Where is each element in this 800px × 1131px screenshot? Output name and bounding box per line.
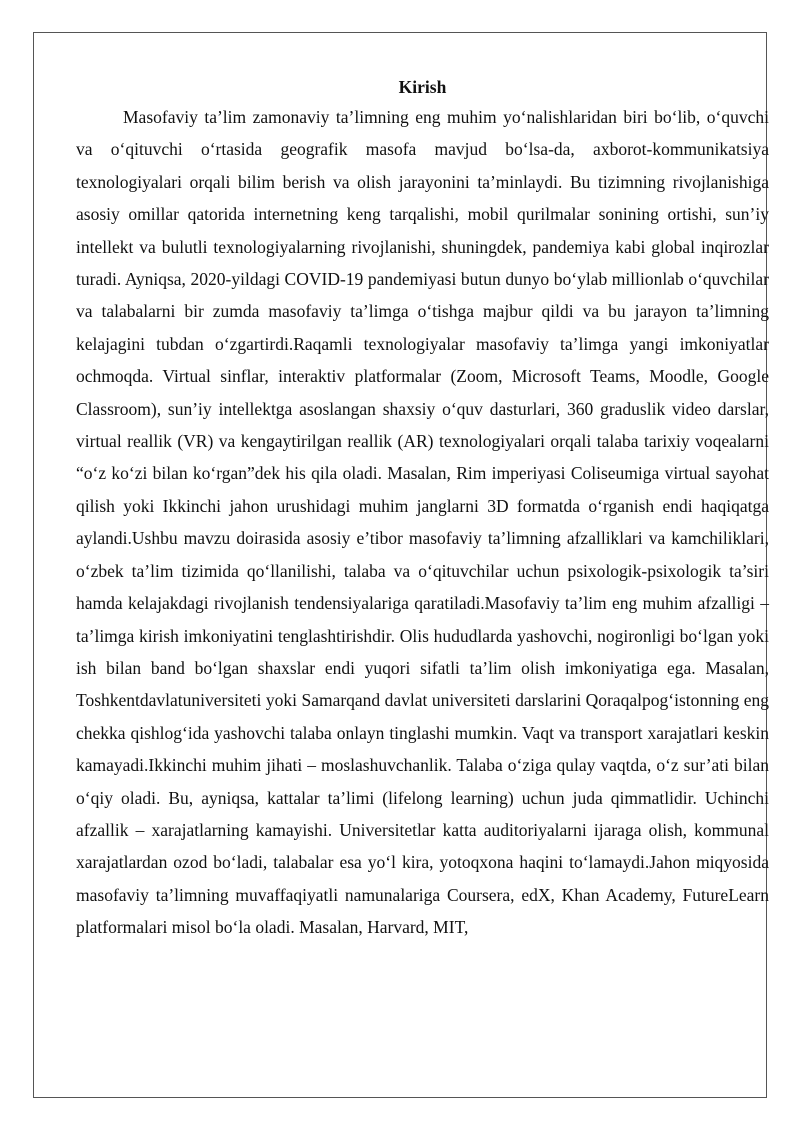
body-paragraph: Masofaviy ta’lim zamonaviy ta’limning eng muhim yo‘nalishlaridan biri bo‘lib, o‘quvchi va o‘qituvchi o‘rtasida geografik masofa mavjud bo‘lsa-da, axborot-kommunikatsiya texnologiyalari orqali bilim berish va olish jarayonini ta’minlaydi. Bu tizimning rivojlanishiga asosiy omillar qatorida internetning keng tarqalishi, mobil qurilmalar sonining ortishi, sun’iy intellekt va bulutli texnologiyalarning rivojlanishi, shuningdek, pandemiya kabi global inqirozlar turadi. Ayniqsa, 2020-yildagi COVID-19 pandemiyasi butun dunyo bo‘ylab millionlab o‘quvchilar va talabalarni bir zumda masofaviy ta’limga o‘tishga majbur qildi va bu jarayon ta’limning kelajagini tubdan o‘zgartirdi.Raqamli texnologiyalar masofaviy ta’limga yangi imkoniyatlar ochmoqda. Virtual sinflar, interaktiv platformalar (Zoom, Microsoft Teams, Moodle, Google Classroom), sun’iy intellektga asoslangan shaxsiy o‘quv dasturlari, 360 graduslik video darslar, virtual reallik (VR) va kengaytirilgan reallik (AR) texnologiyalari orqali talaba tarixiy voqealarni “o‘z ko‘zi bilan ko‘rgan”dek his qila oladi. Masalan, Rim imperiyasi Coliseumiga virtual sayohat qilish yoki Ikkinchi jahon urushidagi muhim janglarni 3D formatda o‘rganish endi haqiqatga aylandi.Ushbu mavzu doirasida asosiy e’tibor masofaviy ta’limning afzalliklari va kamchiliklari, o‘zbek ta’lim tizimida qo‘llanilishi, talaba va o‘qituvchilar uchun psixologik-psixologik ta’siri hamda kelajakdagi rivojlanish tendensiyalariga qaratiladi.Masofaviy ta’lim eng muhim afzalligi – ta’limga kirish imkoniyatini tenglashtirishdir. Olis hududlarda yashovchi, nogironligi bo‘lgan yoki ish bilan band bo‘lgan shaxslar endi yuqori sifatli ta’lim olish imkoniyatiga ega. Masalan, Toshkentdavlatuniversiteti yoki Samarqand davlat universiteti darslarini Qoraqalpog‘istonning eng chekka qishlog‘ida yashovchi talaba onlayn tinglashi mumkin. Vaqt va transport xarajatlari keskin kamayadi.Ikkinchi muhim jihati – moslashuvchanlik. Talaba o‘ziga qulay vaqtda, o‘z sur’ati bilan o‘qiy oladi. Bu, ayniqsa, kattalar ta’limi (lifelong learning) uchun juda qimmatlidir. Uchinchi afzallik – xarajatlarning kamayishi. Universitetlar katta auditoriyalarni ijaraga olish, kommunal xarajatlardan ozod bo‘ladi, talabalar esa yo‘l kira, yotoqxona haqini to‘lamaydi.Jahon miqyosida masofaviy ta’limning muvaffaqiyatli namunalariga Coursera, edX, Khan Academy, FutureLearn platformalari misol bo‘la oladi. Masalan, Harvard, MIT, [76, 107, 769, 938]
document-body [76, 74, 769, 944]
section-title: Kirish [398, 77, 447, 97]
